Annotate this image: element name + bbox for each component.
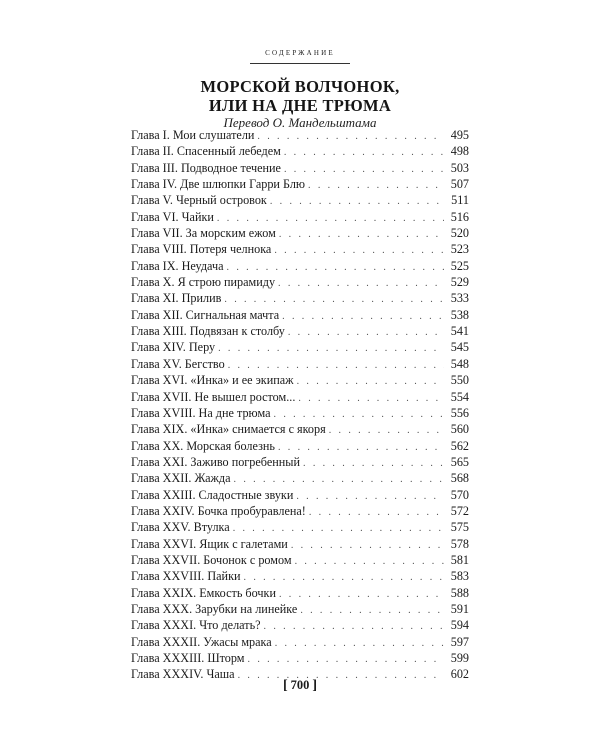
page-number-value: 700	[290, 678, 310, 692]
toc-entry-page: 575	[450, 520, 469, 535]
toc-dot-leader	[264, 619, 444, 635]
toc-entry	[131, 274, 469, 290]
toc-entry	[131, 470, 469, 486]
page-number	[0, 678, 600, 694]
toc-entry	[131, 372, 469, 388]
section-title-line-1: МОРСКОЙ ВОЛЧОНОК,	[200, 77, 400, 96]
toc-entry-page: 545	[450, 340, 469, 355]
toc-entry-title: Глава XXIX. Емкость бочки	[131, 585, 276, 600]
toc-entry-title: Глава XX. Морская болезнь	[131, 438, 275, 453]
toc-entry	[131, 585, 469, 601]
toc-dot-leader	[309, 505, 444, 521]
toc-entry-title: Глава XVIII. На дне трюма	[131, 405, 271, 420]
toc-entry-title: Глава VI. Чайки	[131, 209, 214, 224]
toc-entry-page: 541	[450, 324, 469, 339]
toc-entry	[131, 160, 469, 176]
toc-entry-title: Глава XXVIII. Пайки	[131, 569, 241, 584]
toc-entry-page: 594	[450, 618, 469, 633]
toc-entry	[131, 389, 469, 405]
section-title	[0, 77, 600, 115]
toc-entry	[131, 438, 469, 454]
toc-dot-leader	[279, 227, 444, 243]
toc-entry-page: 588	[450, 585, 469, 600]
toc-entry-page: 597	[450, 634, 469, 649]
toc-entry-page: 581	[450, 552, 469, 567]
toc-dot-leader	[270, 194, 444, 210]
toc-dot-leader	[297, 374, 444, 390]
toc-entry-title: Глава XXX. Зарубки на линейке	[131, 601, 298, 616]
toc-entry-page: 578	[450, 536, 469, 551]
toc-entry	[131, 356, 469, 372]
toc-entry-page: 550	[450, 373, 469, 388]
toc-entry	[131, 241, 469, 257]
toc-entry-page: 520	[450, 226, 469, 241]
toc-entry-title: Глава XIV. Перу	[131, 340, 216, 355]
toc-entry-page: 599	[450, 651, 469, 665]
toc-entry	[131, 601, 469, 617]
section-title-line-2: ИЛИ НА ДНЕ ТРЮМА	[208, 96, 392, 115]
toc-dot-leader	[257, 129, 444, 145]
toc-dot-leader	[218, 341, 444, 357]
toc-entry	[131, 552, 469, 568]
toc-dot-leader	[296, 489, 444, 505]
toc-entry-title: Глава XXV. Втулка	[131, 520, 230, 535]
toc-entry	[131, 176, 469, 192]
toc-dot-leader	[303, 456, 444, 472]
toc-entry	[131, 421, 469, 437]
running-head-rule	[250, 63, 350, 64]
page-number-left-bracket: [	[282, 678, 288, 693]
toc-entry-page: 529	[450, 275, 469, 290]
toc-entry-title: Глава XXIV. Бочка пробуравлена!	[131, 503, 306, 518]
toc-entry-page: 533	[450, 291, 469, 306]
toc-entry-page: 523	[450, 242, 469, 257]
toc-dot-leader	[329, 423, 444, 439]
toc-entry	[131, 405, 469, 421]
toc-dot-leader	[295, 554, 444, 570]
toc-entry	[131, 519, 469, 535]
toc-entry	[131, 568, 469, 584]
toc-dot-leader	[275, 636, 444, 652]
toc-entry-title: Глава XXVI. Ящик с галетами	[131, 536, 288, 551]
toc-entry-title: Глава XXXIII. Шторм	[131, 651, 245, 665]
toc-entry-page: 602	[450, 667, 469, 682]
toc-entry-page: 538	[450, 307, 469, 322]
toc-entry-page: 568	[450, 471, 469, 486]
toc-entry	[131, 487, 469, 503]
toc-entry-page: 498	[450, 144, 469, 159]
toc-entry-title: Глава XXXII. Ужасы мрака	[131, 634, 272, 649]
toc-dot-leader	[248, 652, 444, 668]
toc-entry-title: Глава XIX. «Инка» снимается с якоря	[131, 422, 326, 437]
toc-entry	[131, 290, 469, 306]
toc-entry-title: Глава XXVII. Бочонок с ромом	[131, 552, 292, 567]
toc-entry-page: 503	[450, 160, 469, 175]
toc-dot-leader	[278, 276, 444, 292]
toc-entry-page: 583	[450, 569, 469, 584]
toc-entry	[131, 258, 469, 274]
toc-entry	[131, 503, 469, 519]
toc-entry	[131, 225, 469, 241]
toc-entry-title: Глава IX. Неудача	[131, 258, 224, 273]
toc-entry-page: 591	[450, 601, 469, 616]
toc-entry-page: 565	[450, 454, 469, 469]
toc-entry	[131, 127, 469, 143]
toc-entry	[131, 617, 469, 633]
toc-dot-leader	[298, 391, 444, 407]
toc-dot-leader	[284, 162, 444, 178]
toc-entry-page: 525	[450, 258, 469, 273]
toc-dot-leader	[284, 145, 444, 161]
toc-entry-page: 560	[450, 422, 469, 437]
toc-entry-page: 507	[450, 177, 469, 192]
toc-entry-page: 556	[450, 405, 469, 420]
toc-entry-title: Глава I. Мои слушатели	[131, 128, 255, 142]
toc-dot-leader	[300, 603, 444, 619]
toc-entry-title: Глава XVII. Не вышел ростом...	[131, 389, 296, 404]
running-head: содержание	[265, 47, 335, 58]
toc-entry-page: 572	[450, 503, 469, 518]
toc-entry-title: Глава XXII. Жажда	[131, 471, 231, 486]
toc-entry-page: 511	[451, 193, 469, 208]
toc-entry-title: Глава VIII. Потеря челнока	[131, 242, 272, 257]
toc-entry-page: 554	[450, 389, 469, 404]
toc-entry-title: Глава XXXIV. Чаша	[131, 667, 235, 682]
toc-dot-leader	[278, 440, 444, 456]
page-number-right-bracket: ]	[312, 678, 318, 693]
toc-entry-title: Глава III. Подводное течение	[131, 160, 281, 175]
toc-entry	[131, 339, 469, 355]
toc-entry-page: 562	[450, 438, 469, 453]
toc-entry-title: Глава XV. Бегство	[131, 356, 225, 371]
toc-entry-title: Глава VII. За морским ежом	[131, 226, 276, 241]
toc-entry	[131, 192, 469, 208]
toc-entry-title: Глава XIII. Подвязан к столбу	[131, 324, 285, 339]
toc-entry	[131, 454, 469, 470]
toc-entry-title: Глава XXXI. Что делать?	[131, 618, 261, 633]
toc-dot-leader	[288, 325, 444, 341]
toc-entry	[131, 323, 469, 339]
toc-dot-leader	[274, 243, 444, 259]
toc-entry-page: 516	[450, 209, 469, 224]
toc-entry	[131, 209, 469, 225]
toc-entry-title: Глава II. Спасенный лебедем	[131, 144, 281, 159]
toc-dot-leader	[308, 178, 444, 194]
toc-entry	[131, 307, 469, 323]
toc-entry-page: 495	[450, 128, 469, 142]
table-of-contents	[131, 127, 469, 683]
toc-entry-title: Глава X. Я строю пирамиду	[131, 275, 276, 290]
toc-entry	[131, 143, 469, 159]
toc-entry-page: 570	[450, 487, 469, 502]
toc-entry	[131, 536, 469, 552]
toc-entry-title: Глава XVI. «Инка» и ее экипаж	[131, 373, 294, 388]
toc-dot-leader	[279, 587, 444, 603]
toc-entry-title: Глава XXIII. Сладостные звуки	[131, 487, 294, 502]
toc-entry-title: Глава V. Черный островок	[131, 193, 267, 208]
toc-entry	[131, 650, 469, 666]
toc-entry-title: Глава XI. Прилив	[131, 291, 222, 306]
toc-entry-page: 548	[450, 356, 469, 371]
toc-entry-title: Глава XXI. Заживо погребенный	[131, 454, 301, 469]
toc-entry-title: Глава IV. Две шлюпки Гарри Блю	[131, 177, 306, 192]
toc-dot-leader	[291, 538, 444, 554]
toc-dot-leader	[282, 309, 444, 325]
translator-credit: Перевод О. Мандельштама	[223, 115, 377, 130]
toc-entry-title: Глава XII. Сигнальная мачта	[131, 307, 280, 322]
toc-entry	[131, 634, 469, 650]
